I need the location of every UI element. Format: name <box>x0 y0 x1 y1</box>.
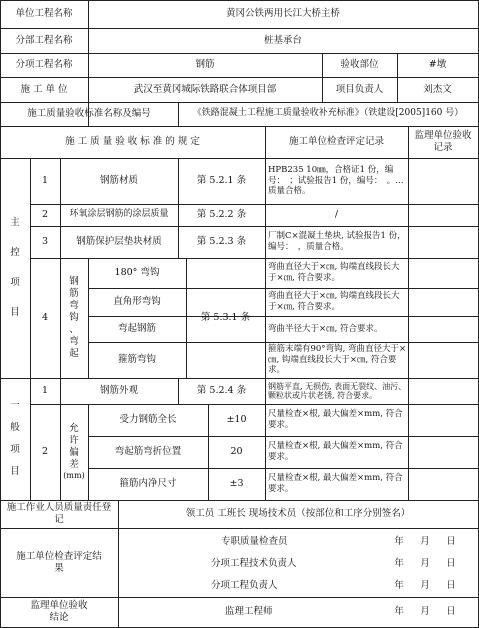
sub-item-name: 180° 弯钩 <box>114 267 160 279</box>
date-month: 月 <box>420 558 430 570</box>
sub-item-name: 受力钢筋全长 <box>119 414 177 426</box>
item-record: / <box>334 209 339 221</box>
item-project-label: 分项工程名称 <box>15 59 73 71</box>
sub-item-record: 箍筋末端有90°弯钩, 弯曲直径大于×㎝, 钩端直线段长大于×㎝, 符合要求。 <box>268 343 407 376</box>
sub-item-record: 弯曲直径大于×㎝, 钩端直线段长大于×㎝, 符合要求。 <box>268 291 400 312</box>
date-day: 日 <box>446 580 456 592</box>
sub-item-name: 直角形弯钩 <box>113 296 161 308</box>
item-number: 2 <box>41 446 49 458</box>
item-number: 2 <box>41 209 49 221</box>
item-record: 厂制C×混凝土垫块, 试验报告1 份，编号： ，质量合格。 <box>268 231 406 252</box>
general-group-label: 一 般 项 目 <box>10 400 20 477</box>
check-column-header: 施工单位检查评定记录 <box>288 136 384 148</box>
supervision-column-header: 监理单位验收记录 <box>414 130 472 153</box>
signer-project-lead: 分项工程负责人 <box>211 580 278 592</box>
sub-item-record: 尺量检查×根, 最大偏差×mm, 符合要求。 <box>268 441 403 462</box>
supervision-conclusion-label: 监理单位验收结论 <box>30 600 88 623</box>
tolerance-value: 20 <box>230 446 243 458</box>
construction-unit-label: 施 工 单 位 <box>20 83 68 95</box>
signer-technical-lead: 分项工程技术负责人 <box>211 558 297 570</box>
date-month: 月 <box>420 606 430 618</box>
item-group-label: 钢 筋 弯 钩 、 弯 起 <box>69 276 79 359</box>
item-clause: 第 5.3.1 条 <box>200 312 251 324</box>
item-name: 钢筋外观 <box>99 385 138 397</box>
sub-project-label: 分部工程名称 <box>15 34 73 46</box>
unit-project-label: 单位工程名称 <box>15 8 73 20</box>
sub-item-record: 尺量检查×根, 最大偏差×mm, 符合要求。 <box>268 409 403 430</box>
item-clause: 第 5.2.3 条 <box>196 236 247 248</box>
tolerance-value: ±3 <box>229 478 244 490</box>
date-day: 日 <box>446 536 456 548</box>
date-day: 日 <box>446 558 456 570</box>
item-record: 钢筋平直, 无损伤, 表面无裂纹、油污、颗粒状或片状老锈, 符合要求。 <box>268 381 407 400</box>
item-record: HPB235 10㎜，合格证1 份，编号： ；试验报告1 份，编号： 。…质量合格。 <box>268 164 404 197</box>
standard-column-header: 施 工 质 量 验 收 标 准 的 规 定 <box>65 136 200 148</box>
date-year: 年 <box>394 558 404 570</box>
quality-registration-label: 施工作业人员质量责任登记 <box>6 502 112 525</box>
standard-label: 施工质量验收标准名称及编号 <box>27 108 151 120</box>
tolerance-value: ±10 <box>226 414 247 426</box>
date-year: 年 <box>394 580 404 592</box>
item-name: 钢筋材质 <box>99 175 138 187</box>
item-group-label: 允 许 偏 差 (mm) <box>63 423 85 480</box>
unit-project-value: 黄冈公铁两用长江大桥主桥 <box>225 8 340 20</box>
item-number: 4 <box>41 312 49 324</box>
item-number: 1 <box>41 175 49 187</box>
date-month: 月 <box>420 580 430 592</box>
project-manager-label: 项目负责人 <box>335 83 384 95</box>
item-clause: 第 5.2.4 条 <box>196 385 247 397</box>
sub-item-name: 箍筋弯钩 <box>117 354 156 366</box>
item-clause: 第 5.2.2 条 <box>196 209 247 221</box>
grid-line <box>408 126 409 500</box>
item-name: 钢筋保护层垫块材质 <box>76 236 162 248</box>
evaluation-result-label: 施工单位检查评定结果 <box>16 550 102 574</box>
standard-value: 《铁路混凝土工程施工质量验收补充标准》（铁建设[2005]160 号） <box>192 108 464 119</box>
construction-unit-value: 武汉至黄冈城际铁路联合体项目部 <box>133 83 277 95</box>
date-month: 月 <box>420 536 430 548</box>
sub-project-value: 桩基承台 <box>263 34 302 46</box>
quality-registration-value: 领工员 工班长 现场技术员（按部位和工序分别签名） <box>185 508 411 520</box>
item-clause: 第 5.2.1 条 <box>196 175 247 187</box>
item-number: 3 <box>41 236 49 248</box>
signer-quality-inspector: 专职质量检查员 <box>221 536 288 548</box>
sub-item-record: 弯曲直径大于×㎝, 钩端直线段长大于×㎝, 符合要求。 <box>268 262 400 283</box>
item-project-value: 钢筋 <box>195 59 215 71</box>
item-number: 1 <box>41 385 49 397</box>
sub-item-name: 弯起钢筋 <box>117 323 156 335</box>
sub-item-record: 弯曲半径大于×㎝, 符合要求。 <box>268 323 383 334</box>
supervising-engineer: 监理工程师 <box>225 606 273 618</box>
date-year: 年 <box>394 606 404 618</box>
main-control-group-label: 主 控 项 目 <box>10 217 20 318</box>
item-name: 环氧涂层钢筋的涂层质量 <box>69 209 169 220</box>
date-year: 年 <box>394 536 404 548</box>
date-day: 日 <box>446 606 456 618</box>
sub-item-name: 箍筋内净尺寸 <box>119 478 177 490</box>
inspection-part-label: 验收部位 <box>340 59 379 71</box>
project-manager-value: 刘杰文 <box>423 83 452 95</box>
sub-item-name: 弯起筋弯折位置 <box>114 446 182 458</box>
inspection-part-value: #墩 <box>428 59 447 71</box>
sub-item-record: 尺量检查×根, 最大偏差×mm, 符合要求。 <box>268 473 403 494</box>
